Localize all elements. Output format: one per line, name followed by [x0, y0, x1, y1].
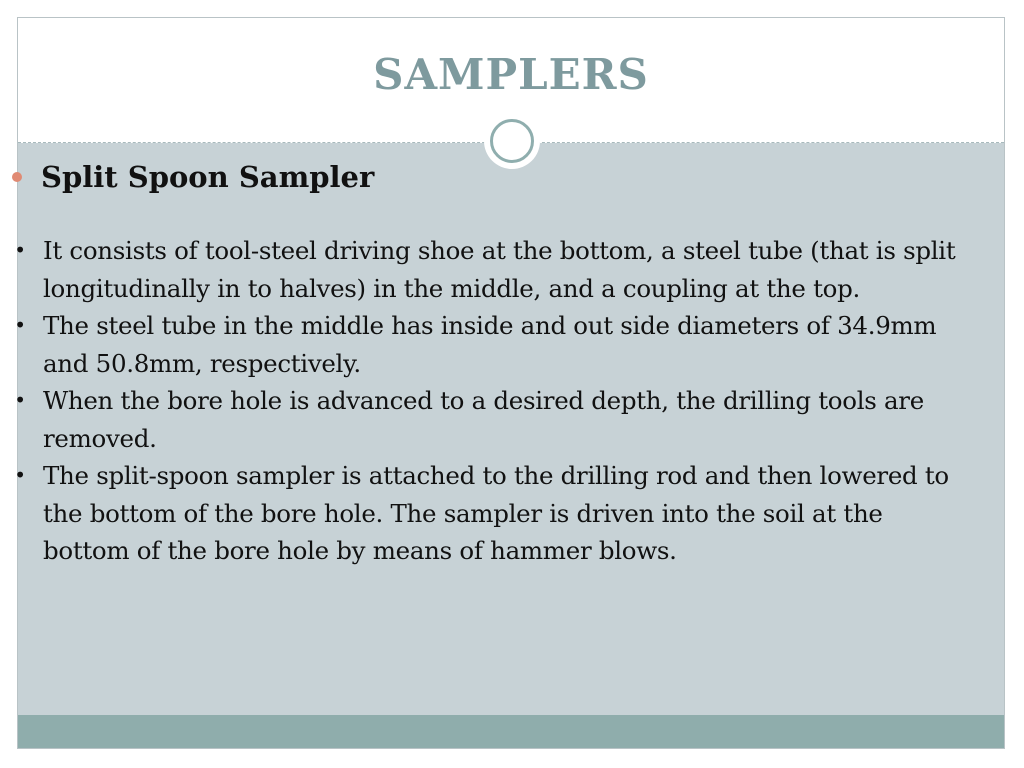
bullet-dot-icon: • [14, 313, 26, 337]
heading-bullet-icon [12, 172, 22, 182]
circle-ornament-ring [490, 119, 534, 163]
bullet-item [10, 457, 970, 570]
bullet-text: The split-spoon sampler is attached to the drilling rod and then lowered to the bottom of the bore hole. The sampler is driven into the soil at the bottom of the bore hole by means of hammer blows. [43, 461, 949, 565]
section-heading [12, 160, 374, 194]
footer-bar [18, 715, 1004, 748]
circle-ornament-icon [484, 113, 540, 169]
slide-title: SAMPLERS [373, 50, 649, 99]
bullet-list [10, 232, 970, 570]
bullet-item [10, 382, 970, 457]
bullet-dot-icon: • [14, 238, 26, 262]
section-heading-text: Split Spoon Sampler [41, 160, 375, 194]
bullet-dot-icon: • [14, 463, 26, 487]
bullet-text: The steel tube in the middle has inside and out side diameters of 34.9mm and 50.8mm, respectively. [43, 311, 937, 378]
bullet-item [10, 232, 970, 307]
bullet-text: It consists of tool-steel driving shoe at the bottom, a steel tube (that is split longitudinally in to halves) in the middle, and a coupling at the top. [43, 236, 956, 303]
bullet-dot-icon: • [14, 388, 26, 412]
bullet-item [10, 307, 970, 382]
bullet-text: When the bore hole is advanced to a desired depth, the drilling tools are removed. [43, 386, 924, 453]
